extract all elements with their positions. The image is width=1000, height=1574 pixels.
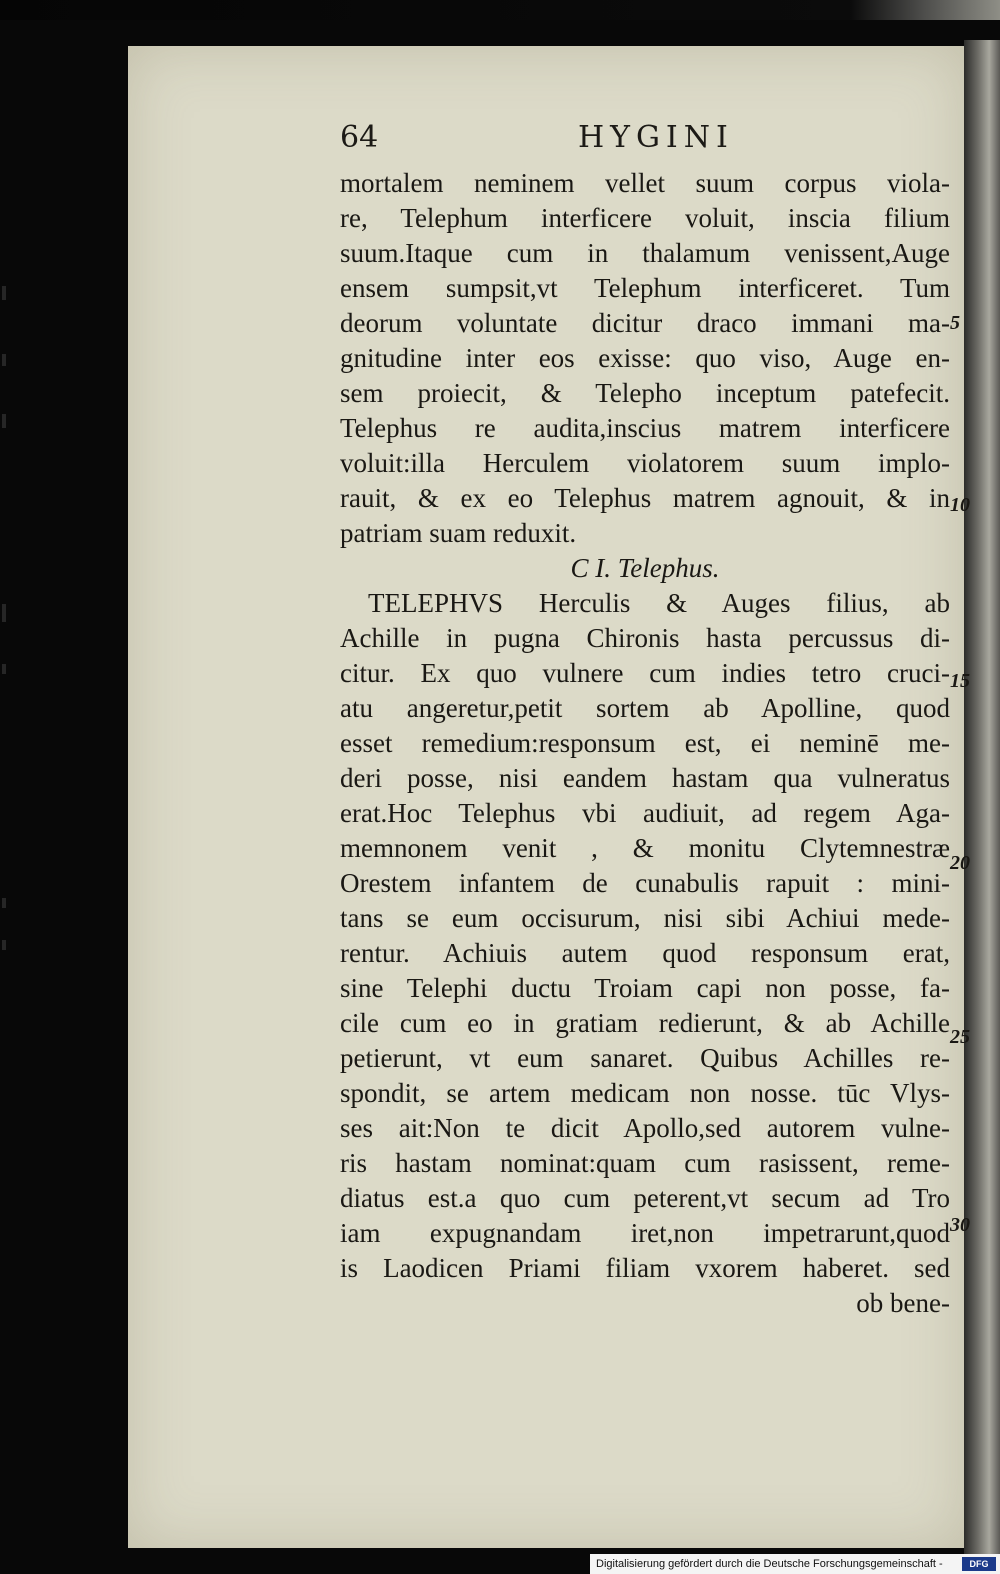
margin-line-number: 15	[950, 670, 970, 692]
text-line: deorum voluntate dicitur draco immani ma-	[340, 308, 950, 338]
text-line: sine Telephi ductu Troiam capi non posse, fa-	[340, 973, 950, 1003]
funding-credit: Digitalisierung gefördert durch die Deutsche Forschungsgemeinschaft -	[596, 1558, 943, 1570]
text-line: voluit:illa Herculem violatorem suum implo-	[340, 448, 950, 478]
text-line: ensem sumpsit,vt Telephum interficeret. Tum	[340, 273, 950, 303]
text-line: tans se eum occisurum, nisi sibi Achiui mede-	[340, 903, 950, 933]
text-line: gnitudine inter eos exisse: quo viso, Auge en-	[340, 343, 950, 373]
text-line: suum.Itaque cum in thalamum venissent,Auge	[340, 238, 950, 268]
text-line: sem proiecit, & Telepho inceptum patefecit.	[340, 378, 950, 408]
dfg-logo: DFG	[962, 1557, 996, 1571]
text-line: mortalem neminem vellet suum corpus viola-	[340, 168, 950, 198]
margin-line-number: 10	[950, 494, 970, 516]
text-line: iam expugnandam iret,non impetrarunt,quod	[340, 1218, 950, 1248]
scan-border-top	[0, 0, 1000, 20]
text-line: rentur. Achiuis autem quod responsum erat,	[340, 938, 950, 968]
section-heading: C I. Telephus.	[570, 553, 720, 583]
text-line: cile cum eo in gratiam redierunt, & ab Achille	[340, 1008, 950, 1038]
page-header	[340, 120, 960, 160]
text-line: patriam suam reduxit.	[340, 518, 577, 548]
text-line: petierunt, vt eum sanaret. Quibus Achilles re-	[340, 1043, 950, 1073]
margin-line-number: 25	[950, 1026, 970, 1048]
margin-line-number: 5	[950, 312, 960, 334]
margin-line-number: 20	[950, 852, 970, 874]
text-line: Telephus re audita,inscius matrem interficere	[340, 413, 950, 443]
text-line: is Laodicen Priami filiam vxorem haberet. sed	[340, 1253, 950, 1283]
text-line: memnonem venit , & monitu Clytemnestræ	[340, 833, 950, 863]
text-line: rauit, & ex eo Telephus matrem agnouit, & in	[340, 483, 950, 513]
text-line: citur. Ex quo vulnere cum indies tetro cruci-	[340, 658, 950, 688]
text-line: spondit, se artem medicam non nosse. tūc Vlys-	[340, 1078, 950, 1108]
text-line: re, Telephum interficere voluit, inscia filium	[340, 203, 950, 233]
margin-line-number: 30	[950, 1214, 970, 1236]
text-line: TELEPHVS Herculis & Auges filius, ab	[368, 588, 950, 618]
text-line: esset remedium:responsum est, ei neminē me-	[340, 728, 950, 758]
catchword: ob bene-	[856, 1288, 950, 1318]
text-line: Achille in pugna Chironis hasta percussus di-	[340, 623, 950, 653]
text-line: ris hastam nominat:quam cum rasissent, reme-	[340, 1148, 950, 1178]
text-line: diatus est.a quo cum peterent,vt secum ad Tro	[340, 1183, 950, 1213]
scan-edge-left	[0, 0, 10, 1574]
digitization-footer	[590, 1554, 1000, 1574]
text-line: deri posse, nisi eandem hastam qua vulneratus	[340, 763, 950, 793]
text-line: atu angeretur,petit sortem ab Apolline, quod	[340, 693, 950, 723]
book-fore-edge	[964, 40, 1000, 1560]
page-body	[340, 166, 950, 1321]
text-line: Orestem infantem de cunabulis rapuit : mini-	[340, 868, 950, 898]
running-title: HYGINI	[578, 120, 734, 155]
page-number: 64	[340, 120, 379, 155]
text-line: ses ait:Non te dicit Apollo,sed autorem vulne-	[340, 1113, 950, 1143]
text-line: erat.Hoc Telephus vbi audiuit, ad regem Aga-	[340, 798, 950, 828]
